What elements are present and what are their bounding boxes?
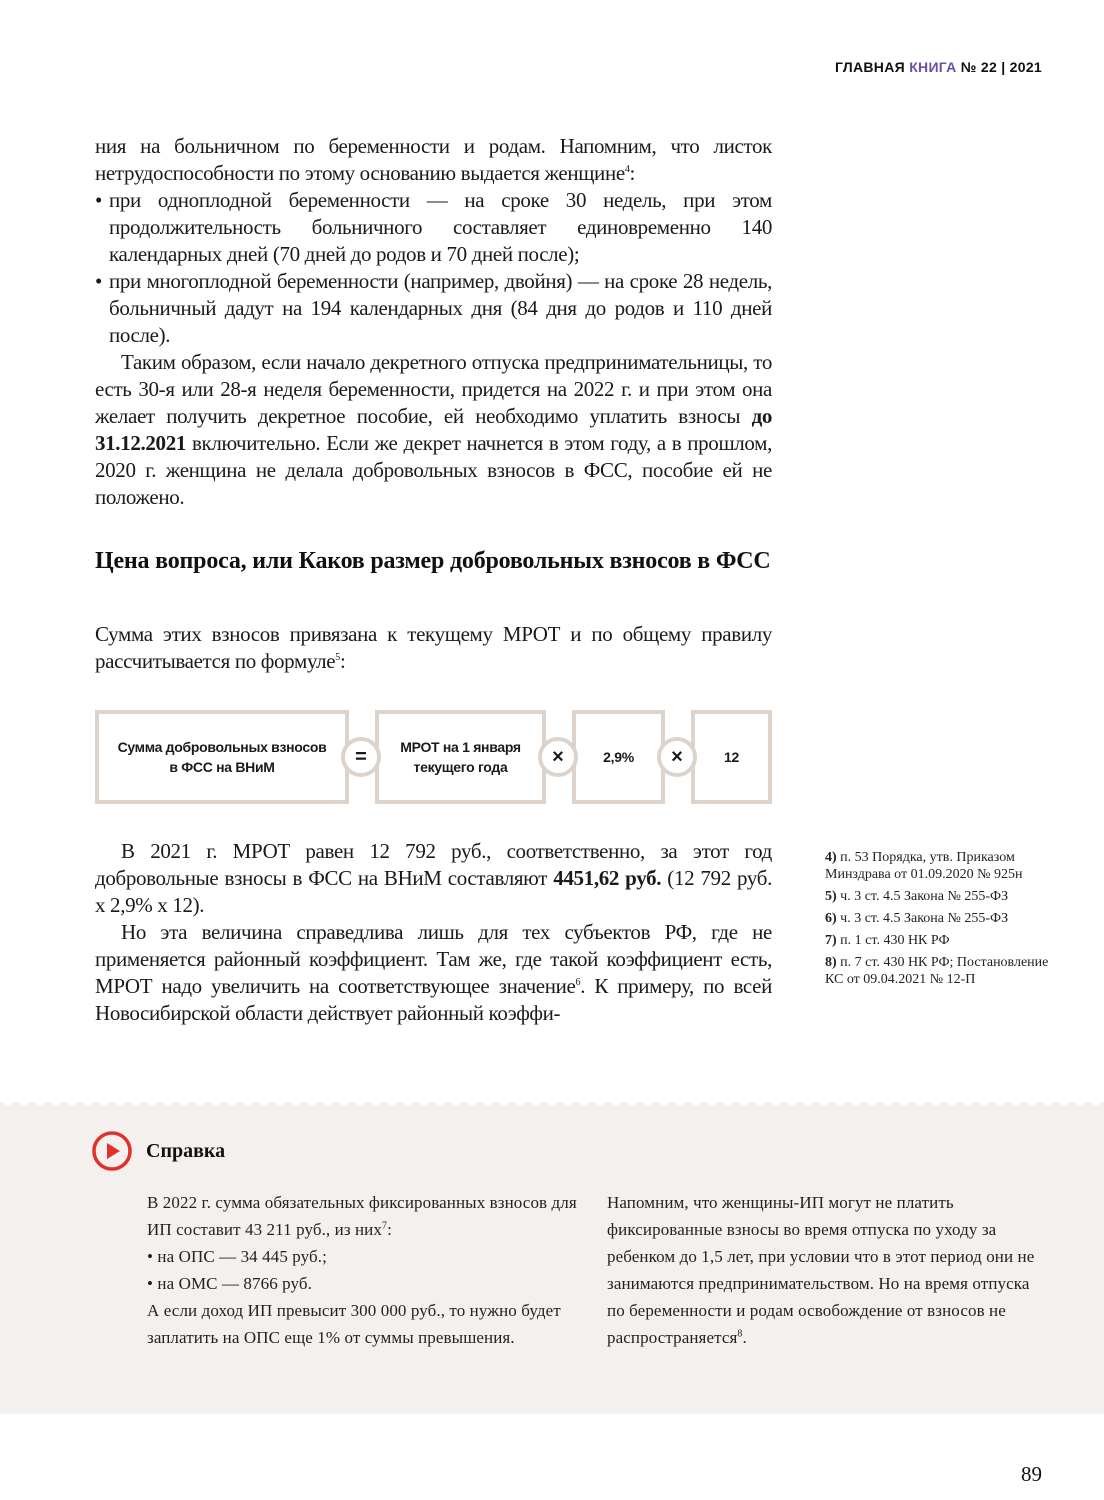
calculation-paragraph: В 2021 г. МРОТ равен 12 792 руб., соответственно, за этот год добровольные взносы в ФСС на ВНиМ составляют 4451,62 руб. (12 792 руб. х 2,9% х 12). [95,839,772,917]
footnote-ref-6[interactable]: 6 [575,977,581,988]
multiply-operator-icon: × [538,737,578,777]
footnote-7: 7) п. 1 ст. 430 НК РФ [825,933,950,948]
reference-title: Справка [146,1139,226,1162]
page-number: 89 [1021,1462,1042,1486]
reference-right-column [607,1189,1047,1351]
fixed-contributions-paragraph: В 2022 г. сумма обязательных фиксированных взносов для ИП составит 43 211 руб., из них$^7$: [147,1193,577,1239]
footnote-4: 4) п. 53 Порядка, утв. Приказом Минздрава от 01.09.2020 № 925н [825,850,1023,882]
formula-diagram [95,710,772,804]
equals-operator-icon: = [341,737,381,777]
footnote-ref-5[interactable]: 5 [335,652,340,663]
footnotes-sidebar [825,849,1055,993]
formula-intro-block [95,621,772,675]
play-circle-icon [91,1130,133,1172]
exemption-paragraph: Напомним, что женщины-ИП могут не платить фиксированные взносы во время отпуска по уходу за ребенком до 1,5 лет, при условии что в этот период они не занимаются предпринимательством. Но на время отпуска по беременности и родам освобождение от взносов не распространяется$^8$. [607,1193,1035,1347]
footnote-8: 8) п. 7 ст. 430 НК РФ; Постановление КС от 09.04.2021 № 12-П [825,955,1049,987]
footnote-ref-8[interactable]: 8 [737,1328,743,1340]
brand-name-part2: КНИГА [909,59,957,75]
calculation-block [95,838,772,1027]
issue-number: № 22 | 2021 [960,59,1042,75]
reference-box [0,1102,1104,1414]
footnote-ref-7[interactable]: 7 [381,1220,388,1232]
extra-contribution-paragraph: А если доход ИП превысит 300 000 руб., то нужно будет заплатить на ОПС еще 1% от суммы превышения. [147,1301,561,1347]
reference-header [91,1130,225,1172]
regional-coefficient-paragraph: Но эта величина справедлива лишь для тех субъектов РФ, где не применяется районный коэффициент. Там же, где такой коэффициент есть, МРОТ надо увеличить на соответствующее значение$^6$. К примеру, по всей Новосибирской области действует районный коэффи- [95,920,772,1025]
footnote-6: 6) ч. 3 ст. 4.5 Закона № 255-ФЗ [825,911,1009,926]
formula-mrot-box: МРОТ на 1 января текущего года [375,710,546,804]
formula-rate-box: 2,9% [572,710,665,804]
footnote-ref-4[interactable]: 4 [624,164,630,175]
formula-months-box: 12 [691,710,772,804]
intro-block [95,133,772,511]
contribution-amount: 4451,62 руб. [553,866,662,890]
reference-left-column [147,1189,587,1351]
deadline-date: до 31.12.2021 [95,404,772,455]
bullet-item-singleton: • при одноплодной беременности — на сроке 30 недель, при этом продолжительность больничного составляет единовременно 140 календарных дней (70 дней до родов и 70 дней после); [95,187,772,268]
bullet-item-oms: • на ОМС — 8766 руб. [147,1274,313,1293]
formula-result-box: Сумма добровольных взносов в ФСС на ВНиМ [95,710,349,804]
intro-paragraph: ния на больничном по беременности и родам. Напомним, что листок нетрудоспособности по этому основанию выдается женщине$^4$: [95,134,772,185]
deadline-paragraph: Таким образом, если начало декретного отпуска предпринимательницы, то есть 30-я или 28-я неделя беременности, придется на 2022 г. и при этом она желает получить декретное пособие, ей необходимо уплатить взносы до 31.12.2021 включительно. Если же декрет начнется в этом году, а в прошлом, 2020 г. женщина не делала добровольных взносов в ФСС, пособие ей не положено. [95,350,772,509]
footnote-5: 5) ч. 3 ст. 4.5 Закона № 255-ФЗ [825,889,1009,904]
bullet-item-multiple: • при многоплодной беременности (например, двойня) — на сроке 28 недель, больничный дадут на 194 календарных дня (84 дня до родов и 110 дней после). [95,268,772,349]
running-header [835,59,1042,75]
bullet-item-ops: • на ОПС — 34 445 руб.; [147,1247,327,1266]
formula-intro-paragraph: Сумма этих взносов привязана к текущему МРОТ и по общему правилу рассчитывается по формуле$^5$: [95,622,772,673]
brand-name-part1: ГЛАВНАЯ [834,59,905,75]
section-title: Цена вопроса, или Каков размер добровольных взносов в ФСС [95,548,771,574]
multiply-operator-icon: × [657,737,697,777]
